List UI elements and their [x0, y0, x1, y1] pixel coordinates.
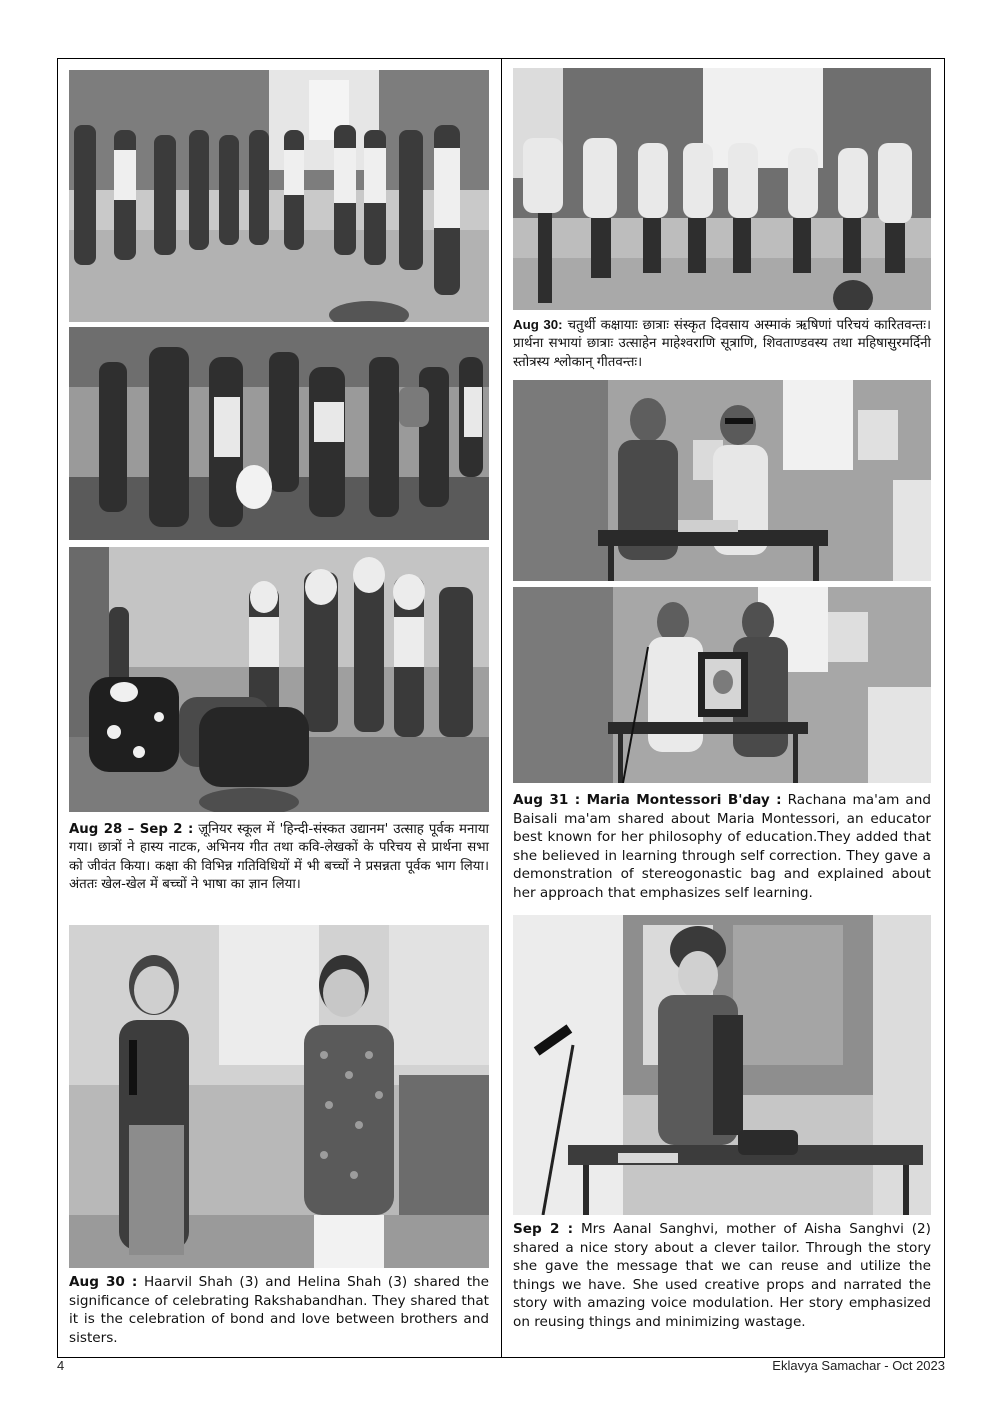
caption-storytelling-text: Mrs Aanal Sanghvi, mother of Aisha Sanghvi (2) shared a nice story about a clever tailor. Through the story she gave the message that we can reuse and utilize the things we have. She used creative props and narrated the story with amazing voice modulation. Her story emphasized on reusing things and minimizing wastage. — [513, 1221, 931, 1330]
photo-blindfold-demo — [513, 380, 931, 581]
caption-montessori-date: Aug 31 : Maria Montessori B'day : — [513, 792, 782, 808]
column-divider — [501, 58, 502, 1358]
caption-hindi-event-text: ज़ूनियर स्कूल में 'हिन्दी-संस्कत उद्यानम' उत्साह पूर्वक मनाया गया। छात्रों ने हास्य नाटक, अभिनय गीत तथा कवि-लेखकों के परिचय से प्रार्थना सभा को जीवंत किया। कक्षा की विभिन्न गतिविधियों में भी बच्चों ने प्रसन्नता पूर्वक भाग लिया। अंततः खेल-खेल में बच्चों ने भाषा का ज्ञान लिया। — [69, 822, 489, 893]
photo-children-semicircle — [69, 70, 489, 322]
photo-montessori-portrait — [513, 587, 931, 783]
caption-rakshabandhan-date: Aug 30 : — [69, 1274, 138, 1290]
caption-storytelling — [513, 1220, 931, 1332]
page-number: 4 — [57, 1358, 65, 1373]
caption-storytelling-date: Sep 2 : — [513, 1221, 574, 1237]
caption-sanskrit-day — [513, 316, 931, 372]
caption-rakshabandhan — [69, 1273, 489, 1347]
caption-rakshabandhan-text: Haarvil Shah (3) and Helina Shah (3) shared the significance of celebrating Rakshabandhan. They shared that it is the celebration of bond and love between brothers and sisters. — [69, 1274, 490, 1346]
photo-rakshabandhan — [69, 925, 489, 1268]
caption-sanskrit-day-date: Aug 30: — [513, 317, 563, 332]
caption-sanskrit-day-text: चतुर्थी कक्षायाः छात्राः संस्कृत दिवसाय अस्माकं ऋषिणां परिचयं कारितवन्तः। प्रार्थना सभायां छात्राः उत्साहेन माहेश्वराणि सूत्राणि, शिवताण्डवस्य तथा महिषासुरमर्दिनी स्तोत्रस्य श्लोकान् गीतवन्तः। — [513, 318, 931, 370]
caption-hindi-event — [69, 821, 489, 895]
caption-montessori — [513, 791, 931, 903]
caption-montessori-text: Rachana ma'am and Baisali ma'am shared about Maria Montessori, an educator best known for her philosophy of education.They added that she believed in learning through self correction. They gave a demonstration of stereogonastic bag and explained about her approach that emphasizes self learning. — [513, 792, 931, 901]
photo-animal-masks — [69, 547, 489, 812]
photo-children-backpacks — [69, 327, 489, 540]
photo-sanskrit-day — [513, 68, 931, 310]
publication-footer: Eklavya Samachar - Oct 2023 — [772, 1358, 945, 1373]
photo-storytelling — [513, 915, 931, 1215]
caption-hindi-event-date: Aug 28 – Sep 2 : — [69, 822, 194, 837]
